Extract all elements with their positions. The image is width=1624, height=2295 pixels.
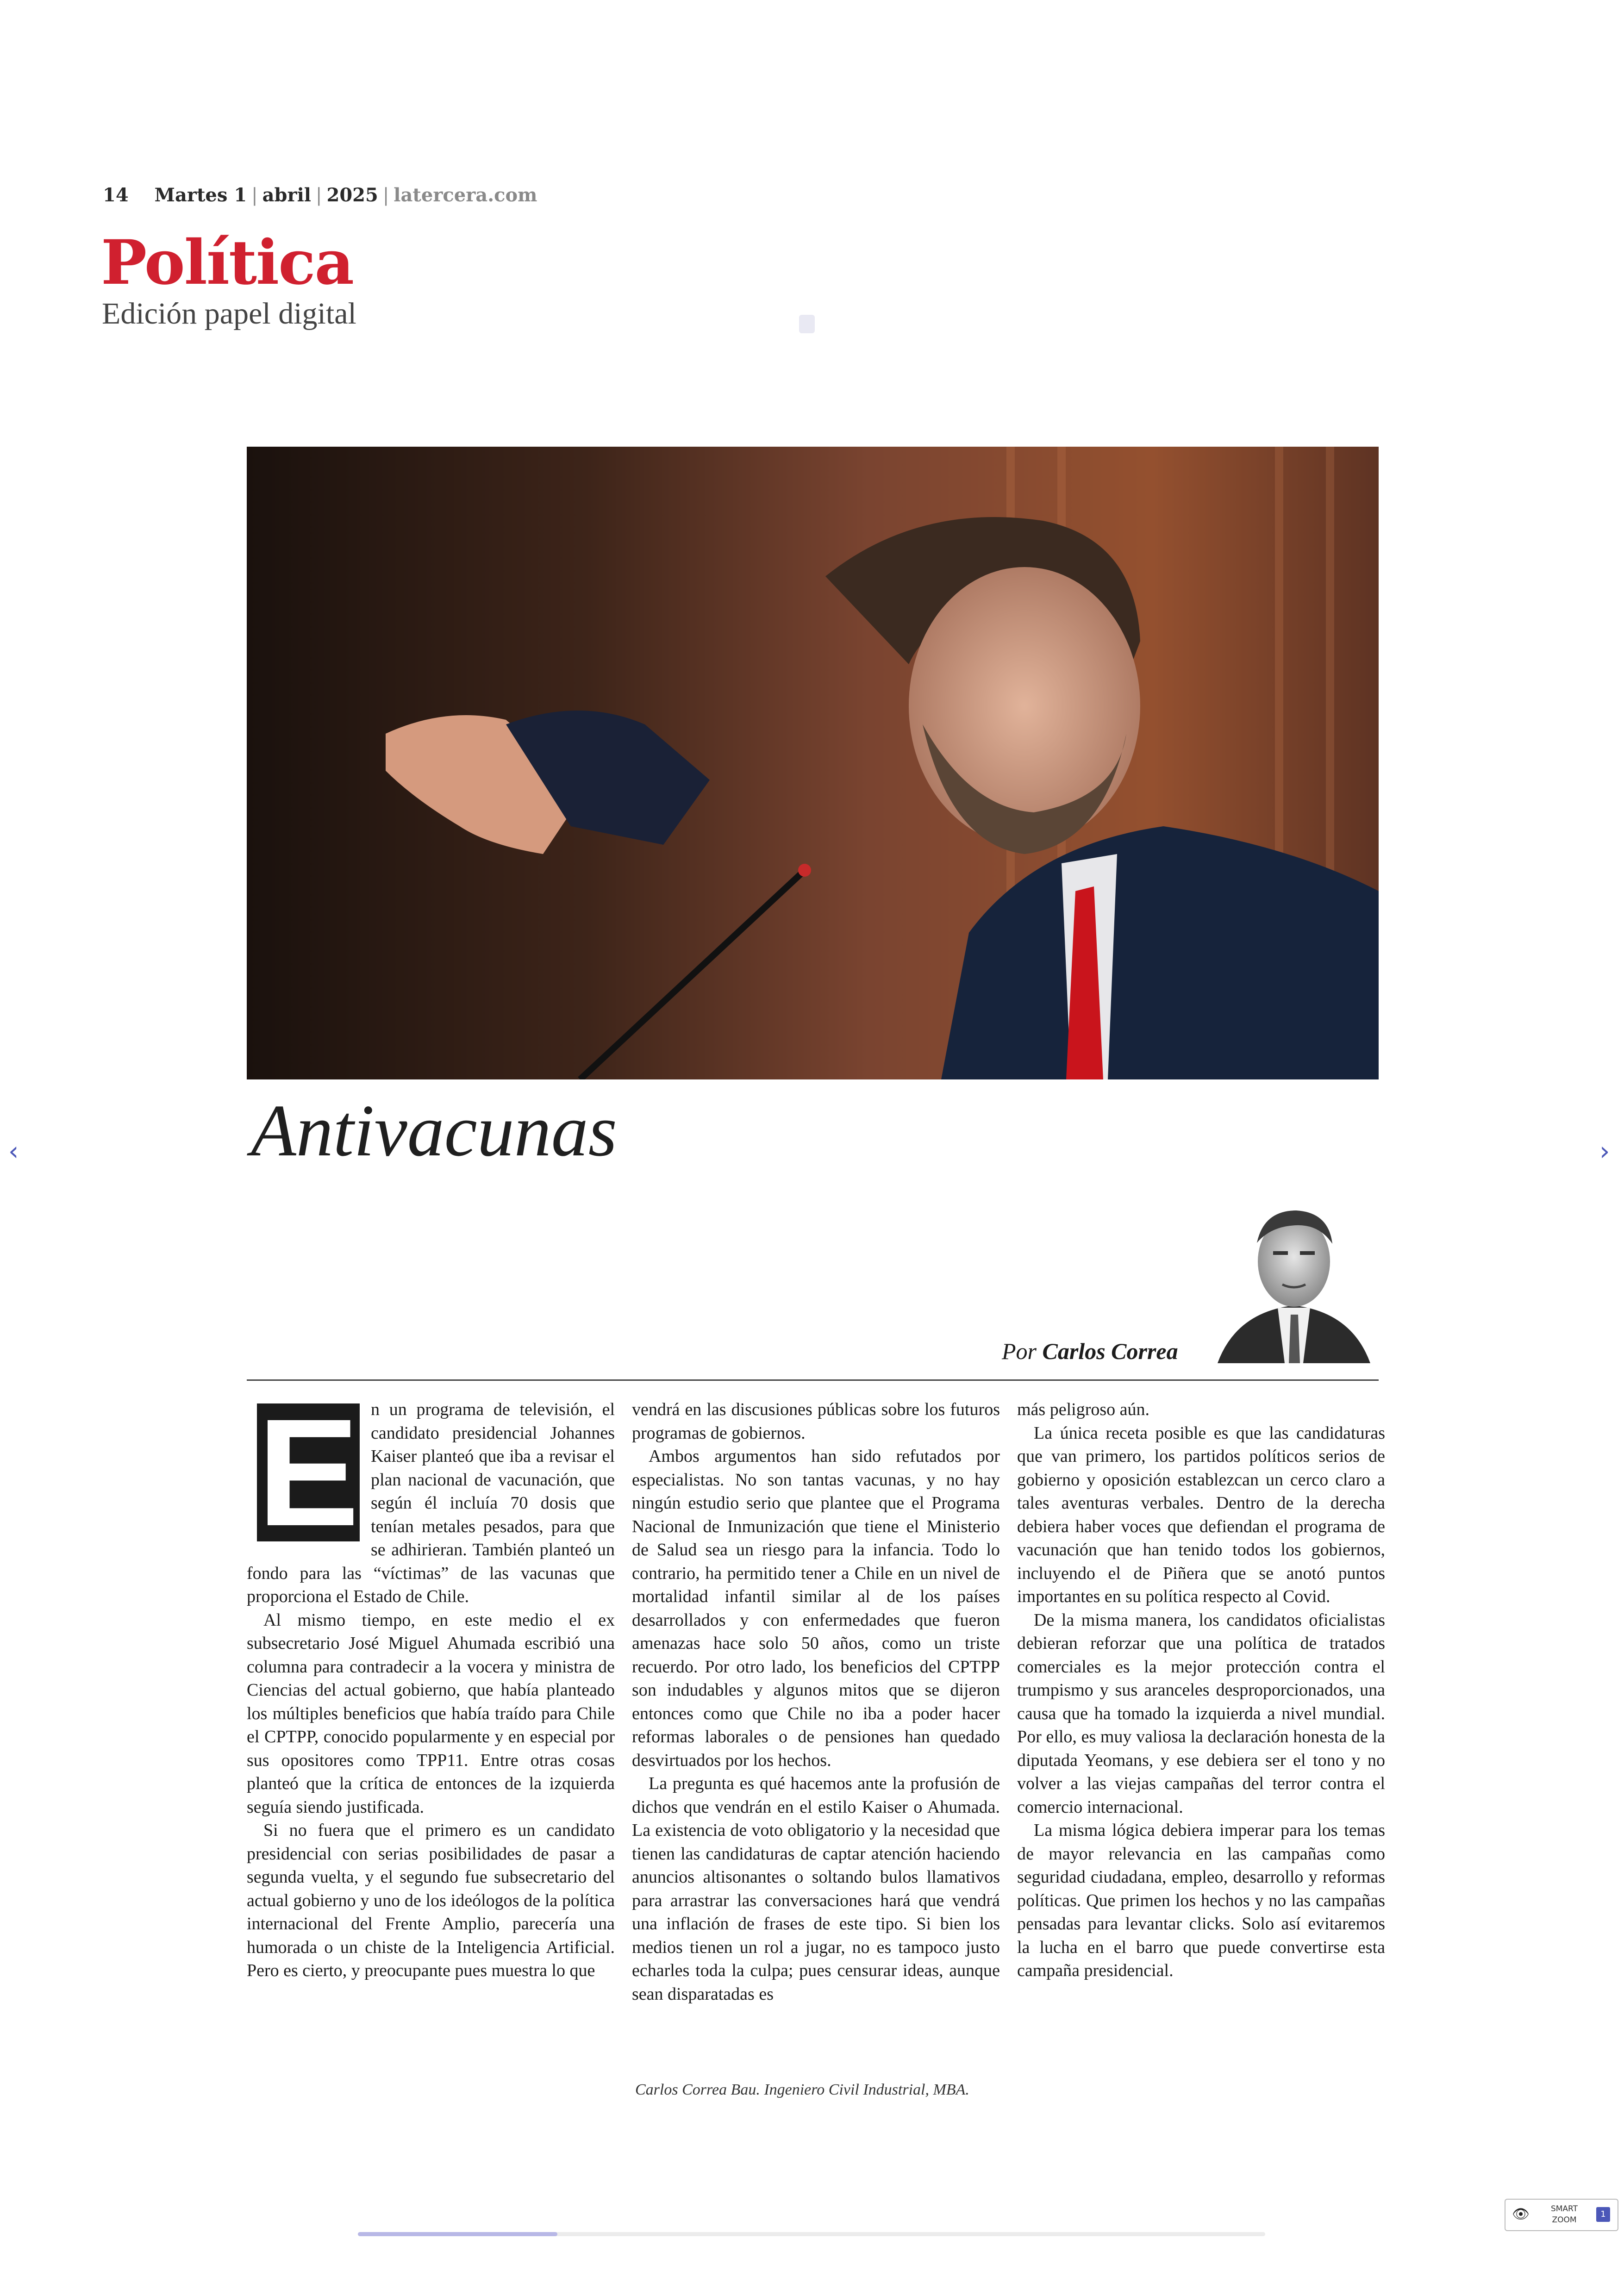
date-month: abril	[262, 184, 311, 206]
header-topline: 14 Martes 1 | abril | 2025 | latercera.com	[103, 184, 537, 206]
eye-icon: 👁	[1512, 2206, 1530, 2222]
date-day: Martes 1	[154, 184, 247, 206]
byline-prefix: Por	[1002, 1338, 1037, 1364]
speaker-illustration	[247, 447, 1379, 1079]
page-progress-fill	[358, 2232, 557, 2236]
smart-zoom-button[interactable]	[1505, 2199, 1618, 2231]
paragraph: vendrá en las discusiones públicas sobre los futuros programas de gobiernos.	[632, 1400, 1000, 1443]
edition-label: Edición papel digital	[102, 297, 356, 331]
hero-photo	[247, 447, 1379, 1079]
chevron-right-icon[interactable]: ›	[1599, 1136, 1610, 1166]
page-marker-icon	[799, 315, 815, 333]
page-badge: 1	[1596, 2207, 1610, 2222]
date-year: 2025	[326, 184, 378, 206]
paragraph: La pregunta es qué hacemos ante la profusión de dichos que vendrán en el estilo Kaiser o Ahumada. La existencia de voto obligatorio y la necesidad que tienen las candidaturas de captar atención haciendo anuncios altisonantes o soltando bulos llamativos para arrastrar las conversaciones hará que vendrá una inflación de frases de este tipo. Si bien los medios tienen un rol a jugar, no es tampoco justo echarles toda la culpa; pues censurar ideas, aunque sean disparatadas es	[632, 1774, 1000, 2004]
paragraph: Al mismo tiempo, en este medio el ex subsecretario José Miguel Ahumada escribió una columna para contradecir a la vocera y ministra de Ciencias del actual gobierno, que había planteado los múltiples beneficios que había traído para Chile el CPTPP, conocido popularmente y en especial por sus opositores como TPP11. Entre otras cosas planteó que la crítica de entonces de la izquierda seguía siendo justificada.	[247, 1610, 615, 1817]
author-name: Carlos Correa	[1042, 1338, 1178, 1364]
article-column-2	[632, 1398, 1000, 2006]
paragraph: De la misma manera, los candidatos oficialistas debieran reforzar que una política de tratados comerciales es la mejor protección contra el trumpismo y sus aranceles desproporcionados, una causa que ha tomado la izquierda a nivel mundial. Por ello, es muy valiosa la declaración honesta de la diputada Yeomans, y ese debiera ser el tono y no volver a las viejas campañas del terror contra el comercio internacional.	[1017, 1610, 1385, 1817]
article-title: Antivacunas	[251, 1089, 617, 1172]
author-bio: Carlos Correa Bau. Ingeniero Civil Industrial, MBA.	[635, 2081, 969, 2098]
page-number: 14	[103, 184, 129, 206]
article-column-1	[247, 1387, 615, 1983]
paragraph: más peligroso aún.	[1017, 1400, 1150, 1419]
byline	[1002, 1338, 1178, 1365]
paragraph: Ambos argumentos han sido refutados por especialistas. No son tantas vacunas, y no hay ningún estudio serio que plantee que el Programa Nacional de Inmunización que tiene el Ministerio de Salud sea un riesgo para la infancia. Todo lo contrario, ha permitido tener a Chile en un nivel de mortalidad infantil similar al de los países desarrollados y con enfermedades que fueron amenazas hace solo 50 años, como un triste recuerdo. Por otro lado, los beneficios del CPTPP son indudables y algunos mitos que se dijeron entonces como que Chile no iba a poder hacer reformas laborales o de pensiones han quedado desvirtuados por los hechos.	[632, 1447, 1000, 1770]
site-name: latercera.com	[394, 184, 537, 206]
divider	[247, 1379, 1379, 1381]
paragraph: La misma lógica debiera imperar para los temas de mayor relevancia en las campañas como seguridad ciudadana, empleo, desarrollo y reformas políticas. Que primen los hechos y no las campañas pensadas para levantar clicks. Solo así evitaremos la lucha en el barro que puede convertirse esta campaña presidencial.	[1017, 1821, 1385, 1980]
author-portrait-illustration	[1208, 1192, 1380, 1363]
paragraph: n un programa de televisión, el candidato presidencial Johannes Kaiser planteó que iba a revisar el plan nacional de vacunación, que según él incluía 70 dosis que tenían metales pesados, para que se adhirieran. También planteó un fondo para las “víctimas” de las vacunas que proporciona el Estado de Chile.	[247, 1400, 615, 1606]
page-progress-bar[interactable]	[358, 2232, 1265, 2236]
paragraph: Si no fuera que el primero es un candidato presidencial con serias posibilidades de pasar a segunda vuelta, y el segundo fue subsecretario del actual gobierno y uno de los ideólogos de la política internacional del Frente Amplio, parecería una humorada o un chiste de la Inteligencia Artificial. Pero es cierto, y preocupante pues muestra lo que	[247, 1821, 615, 1980]
article-column-3	[1017, 1398, 1385, 1983]
chevron-left-icon[interactable]: ‹	[8, 1136, 19, 1166]
author-portrait	[1208, 1192, 1380, 1363]
drop-cap: E	[257, 1387, 360, 1558]
smart-zoom-label: SMART ZOOM	[1550, 2204, 1578, 2225]
section-title: Política	[101, 227, 354, 299]
paragraph: La única receta posible es que las candidaturas que van primero, los partidos políticos serios de gobierno y oposición establezcan un cerco claro a tales aventuras verbales. Dentro de la derecha debiera haber voces que defiendan el programa de vacunación que han tenido todos los gobiernos, incluyendo el de Piñera que se anotó puntos importantes en su política respecto al Covid.	[1017, 1423, 1385, 1606]
